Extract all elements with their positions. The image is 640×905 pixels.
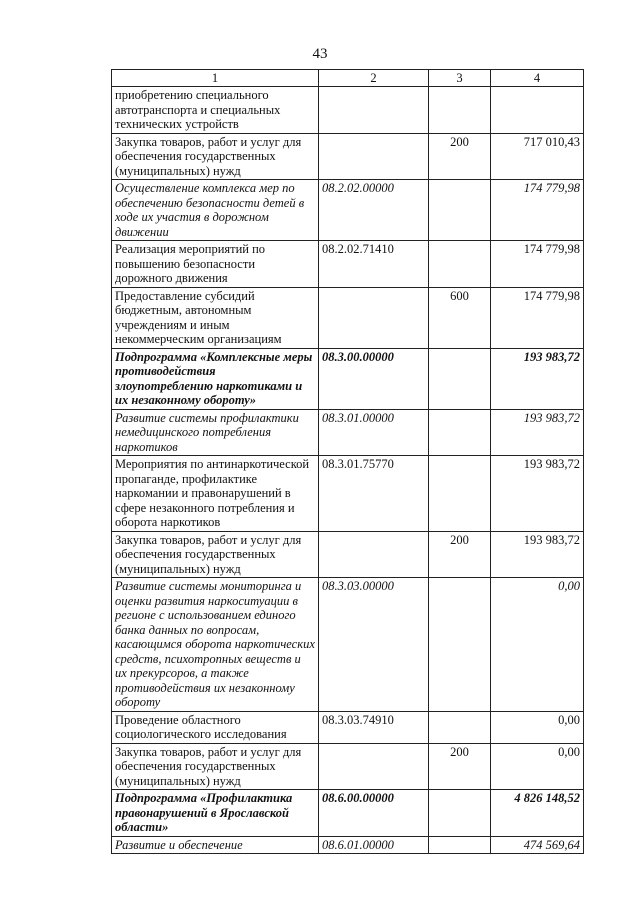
- header-cell: 2: [319, 70, 429, 87]
- row-name-cell: Подпрограмма «Профилактика правонарушений в Ярославской области»: [112, 790, 319, 837]
- row-code-cell: 08.3.01.00000: [319, 409, 429, 456]
- row-code-cell: 08.6.01.00000: [319, 836, 429, 854]
- row-code-cell: 08.3.00.00000: [319, 348, 429, 409]
- row-code-cell: [319, 287, 429, 348]
- row-type-cell: [429, 456, 491, 532]
- row-name-cell: Закупка товаров, работ и услуг для обеспечения государственных (муниципальных) нужд: [112, 743, 319, 790]
- header-cell: 1: [112, 70, 319, 87]
- row-type-cell: 200: [429, 531, 491, 578]
- row-name-cell: Реализация мероприятий по повышению безопасности дорожного движения: [112, 241, 319, 288]
- table-row: [112, 711, 584, 743]
- row-code-cell: 08.3.03.74910: [319, 711, 429, 743]
- row-code-cell: 08.6.00.00000: [319, 790, 429, 837]
- row-name-cell: приобретению специального автотранспорта и специальных технических устройств: [112, 87, 319, 134]
- row-name-cell: Предоставление субсидий бюджетным, автономным учреждениям и иным некоммерческим организациям: [112, 287, 319, 348]
- table-row: [112, 180, 584, 241]
- row-name-cell: Мероприятия по антинаркотической пропаганде, профилактике наркомании и правонарушений в сфере незаконного потребления и оборота наркотиков: [112, 456, 319, 532]
- row-amount-cell: 0,00: [491, 743, 584, 790]
- table-row: [112, 531, 584, 578]
- table-row: [112, 287, 584, 348]
- row-amount-cell: 174 779,98: [491, 287, 584, 348]
- row-amount-cell: 174 779,98: [491, 180, 584, 241]
- row-type-cell: 600: [429, 287, 491, 348]
- header-cell: 3: [429, 70, 491, 87]
- row-amount-cell: 193 983,72: [491, 531, 584, 578]
- row-code-cell: [319, 743, 429, 790]
- table-row: [112, 133, 584, 180]
- row-amount-cell: 717 010,43: [491, 133, 584, 180]
- table-row: [112, 790, 584, 837]
- row-amount-cell: 0,00: [491, 578, 584, 712]
- row-amount-cell: 0,00: [491, 711, 584, 743]
- row-code-cell: 08.3.01.75770: [319, 456, 429, 532]
- row-code-cell: 08.3.03.00000: [319, 578, 429, 712]
- row-amount-cell: 474 569,64: [491, 836, 584, 854]
- row-type-cell: 200: [429, 133, 491, 180]
- table-row: [112, 836, 584, 854]
- row-code-cell: 08.2.02.00000: [319, 180, 429, 241]
- row-amount-cell: [491, 87, 584, 134]
- row-name-cell: Развитие системы мониторинга и оценки развития наркоситуации в регионе с использованием единого банка данных по вопросам, касающимся оборота наркотических средств, психотропных веществ и их прекурсоров, а также противодействия их незаконному обороту: [112, 578, 319, 712]
- row-amount-cell: 193 983,72: [491, 348, 584, 409]
- table-row: [112, 456, 584, 532]
- row-code-cell: [319, 87, 429, 134]
- table-header-row: [112, 70, 584, 87]
- row-amount-cell: 193 983,72: [491, 409, 584, 456]
- row-name-cell: Осуществление комплекса мер по обеспечению безопасности детей в ходе их участия в дорожном движении: [112, 180, 319, 241]
- row-name-cell: Подпрограмма «Комплексные меры противодействия злоупотреблению наркотиками и их незаконному обороту»: [112, 348, 319, 409]
- row-name-cell: Закупка товаров, работ и услуг для обеспечения государственных (муниципальных) нужд: [112, 133, 319, 180]
- row-name-cell: Развитие и обеспечение: [112, 836, 319, 854]
- table-row: [112, 87, 584, 134]
- table-row: [112, 743, 584, 790]
- row-type-cell: [429, 87, 491, 134]
- row-type-cell: [429, 790, 491, 837]
- row-code-cell: [319, 133, 429, 180]
- row-name-cell: Развитие системы профилактики немедицинского потребления наркотиков: [112, 409, 319, 456]
- row-code-cell: [319, 531, 429, 578]
- row-name-cell: Закупка товаров, работ и услуг для обеспечения государственных (муниципальных) нужд: [112, 531, 319, 578]
- page-number: 43: [312, 46, 328, 62]
- table-row: [112, 578, 584, 712]
- row-type-cell: [429, 348, 491, 409]
- row-type-cell: [429, 836, 491, 854]
- row-amount-cell: 4 826 148,52: [491, 790, 584, 837]
- row-type-cell: [429, 241, 491, 288]
- row-type-cell: [429, 711, 491, 743]
- table-row: [112, 409, 584, 456]
- row-amount-cell: 174 779,98: [491, 241, 584, 288]
- table-row: [112, 241, 584, 288]
- row-amount-cell: 193 983,72: [491, 456, 584, 532]
- row-type-cell: [429, 409, 491, 456]
- row-type-cell: [429, 578, 491, 712]
- row-code-cell: 08.2.02.71410: [319, 241, 429, 288]
- row-type-cell: 200: [429, 743, 491, 790]
- table-row: [112, 348, 584, 409]
- budget-table: [111, 69, 584, 854]
- row-type-cell: [429, 180, 491, 241]
- header-cell: 4: [491, 70, 584, 87]
- row-name-cell: Проведение областного социологического исследования: [112, 711, 319, 743]
